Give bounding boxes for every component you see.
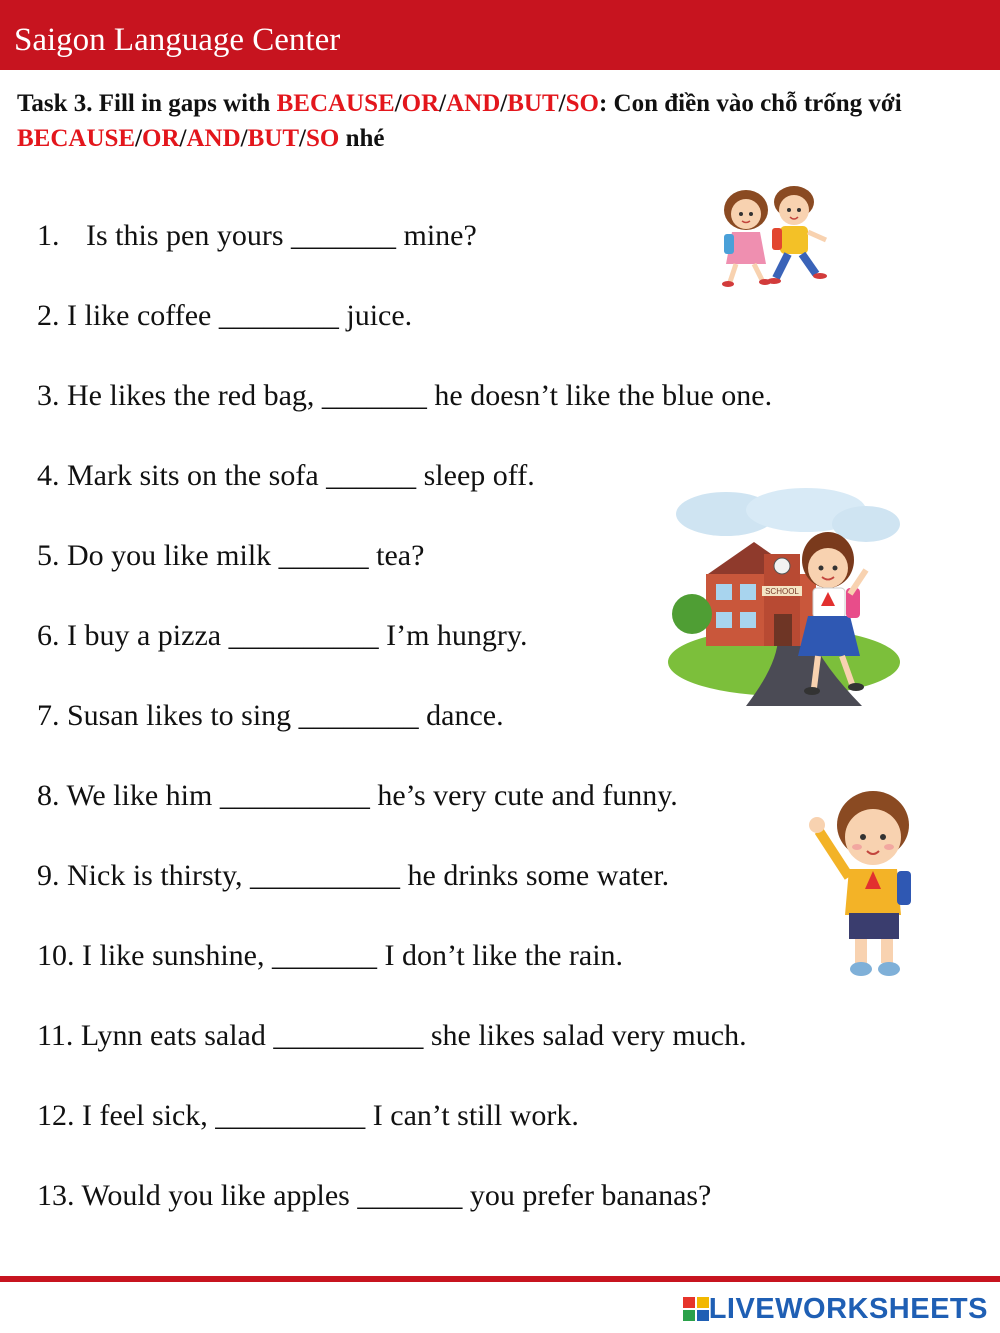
liveworksheets-logo[interactable] <box>683 1290 988 1328</box>
school-girl-icon <box>666 484 902 706</box>
question-8: 8. We like him __________ he’s very cute and funny. <box>37 779 678 812</box>
question-12: 12. I feel sick, __________ I can’t still work. <box>37 1099 579 1132</box>
question-1: 1. Is this pen yours _______ mine? <box>37 219 477 252</box>
question-13: 13. Would you like apples _______ you prefer bananas? <box>37 1179 712 1212</box>
question-11: 11. Lynn eats salad __________ she likes salad very much. <box>37 1019 747 1052</box>
header-bar <box>0 0 1000 70</box>
question-6: 6. I buy a pizza __________ I’m hungry. <box>37 619 528 652</box>
question-2: 2. I like coffee ________ juice. <box>37 299 413 332</box>
question-10: 10. I like sunshine, _______ I don’t like the rain. <box>37 939 624 972</box>
footer-divider <box>0 1276 1000 1282</box>
question-3: 3. He likes the red bag, _______ he doesn’t like the blue one. <box>37 379 773 412</box>
kids-running-icon <box>708 180 838 292</box>
question-9: 9. Nick is thirsty, __________ he drinks some water. <box>37 859 670 892</box>
question-4: 4. Mark sits on the sofa ______ sleep off. <box>37 459 535 492</box>
svg-text:SCHOOL: SCHOOL <box>765 587 799 596</box>
header-title: Saigon Language Center <box>14 22 341 58</box>
task-instructions: Task 3. Fill in gaps with BECAUSE/OR/AND/BUT/SO: Con điền vào chỗ trống với BECAUSE/OR/AND/BUT/SO nhé <box>17 90 902 152</box>
question-5: 5. Do you like milk ______ tea? <box>37 539 425 572</box>
boy-waving-icon <box>805 785 923 985</box>
liveworksheets-logo-icon <box>683 1297 709 1321</box>
question-7: 7. Susan likes to sing ________ dance. <box>37 699 504 732</box>
logo-text: LIVEWORKSHEETS <box>708 1292 988 1325</box>
